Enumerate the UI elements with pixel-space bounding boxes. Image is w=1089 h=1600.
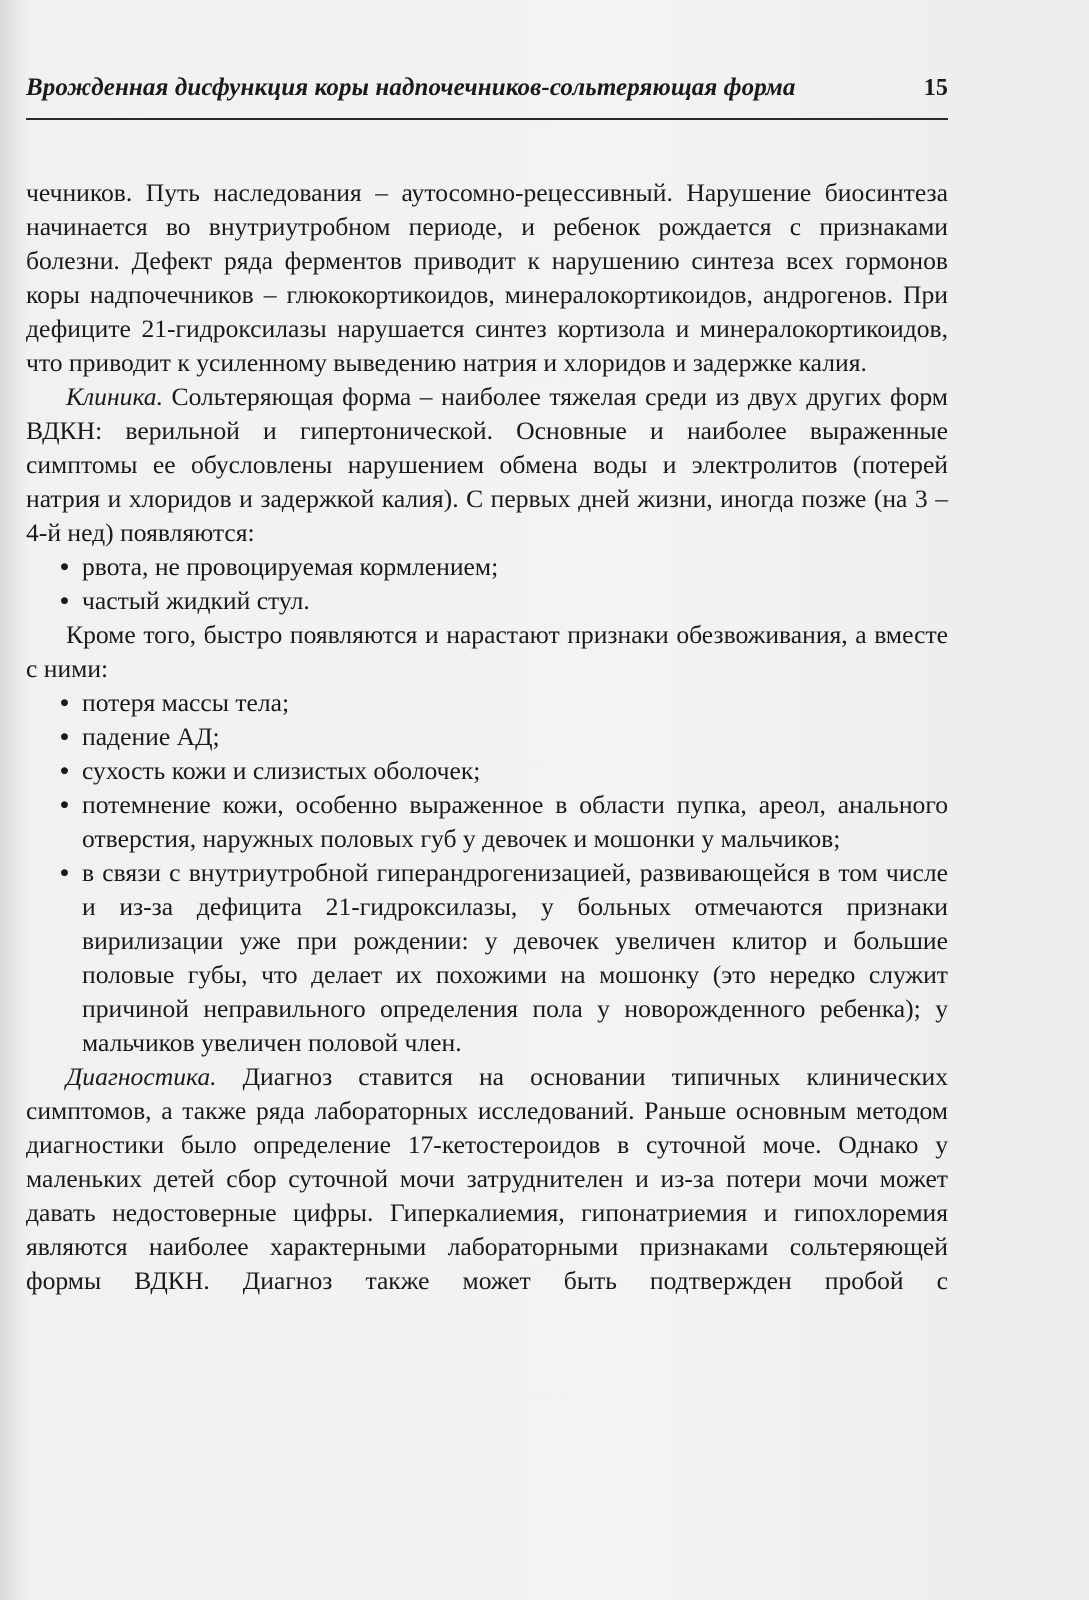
bullet-icon: • xyxy=(60,552,69,581)
bullet-icon: • xyxy=(60,858,69,887)
list-item: • потемнение кожи, особенно выраженное в области пупка, ареол, анального отверстия, наружных половых губ у девочек и мошонки у мальчиков; xyxy=(60,790,948,853)
header-rule xyxy=(26,118,948,120)
paragraph-diagnostics xyxy=(26,1060,948,1298)
bullet-icon: • xyxy=(60,756,69,785)
list-item: • в связи с внутриутробной гиперандрогенизацией, развивающейся в том числе и из-за дефицита 21-гидроксилазы, у больных отмечаются признаки вирилизации уже при рождении: у девочек увеличен клитор и большие половые губы, что делает их похожими на мошонку (это нередко служит причиной неправильного определения пола у новорожденного ребенка); у мальчиков увеличен половой член. xyxy=(60,858,948,1057)
bullet-icon: • xyxy=(60,722,69,751)
bullet-icon: • xyxy=(60,688,69,717)
header-title: Врожденная дисфункция коры надпочечников-сольтеряющая форма xyxy=(26,74,796,101)
diagnostics-text: Диагноз ставится на основании типичных клинических симптомов, а также ряда лабораторных исследований. Раньше основным методом диагностики было определение 17-кетостероидов в суточной моче. Однако у маленьких детей сбор суточной мочи затруднителен и из-за потери мочи может давать недостоверные цифры. Гиперкалиемия, гипонатриемия и гипохлоремия являются наиболее характерными лабораторными признаками сольтеряющей формы ВДКН. Диагноз также может быть подтвержден пробой с xyxy=(26,1062,948,1295)
list-item: • падение АД; xyxy=(26,720,948,754)
clinic-text: Сольтеряющая форма – наиболее тяжелая среди из двух других форм ВДКН: верильной и гипертонической. Основные и наиболее выраженные симптомы ее обусловлены нарушением обмена воды и электролитов (потерей натрия и хлоридов и задержкой калия). С первых дней жизни, иногда позже (на 3 – 4-й нед) появляются: xyxy=(26,382,948,547)
list-item: • рвота, не провоцируемая кормлением; xyxy=(26,550,948,584)
paragraph-dehydration: Кроме того, быстро появляются и нарастают признаки обезвоживания, а вместе с ними: xyxy=(26,620,948,683)
page-number: 15 xyxy=(923,75,948,101)
bullet-icon: • xyxy=(60,586,69,615)
diagnostics-heading: Диагностика. xyxy=(66,1062,217,1091)
list-item: • сухость кожи и слизистых оболочек; xyxy=(26,754,948,788)
clinic-heading: Клиника. xyxy=(66,382,163,411)
symptom-list-2 xyxy=(26,686,948,1060)
paragraph-clinic xyxy=(26,380,948,550)
list-item: • потеря массы тела; xyxy=(26,686,948,720)
running-header xyxy=(26,74,948,102)
list-item: • частый жидкий стул. xyxy=(26,584,948,618)
page-body xyxy=(26,176,948,1298)
paragraph-intro: чечников. Путь наследования – аутосомно-рецессивный. Нарушение биосинтеза начинается во внутриутробном периоде, и ребенок рождается с признаками болезни. Дефект ряда ферментов приводит к нарушению синтеза всех гормонов коры надпочечников – глюкокортикоидов, минералокортикоидов, андрогенов. При дефиците 21-гидроксилазы нарушается синтез кортизола и минералокортикоидов, что приводит к усиленному выведению натрия и хлоридов и задержке калия. xyxy=(26,178,948,377)
symptom-list-1 xyxy=(26,550,948,618)
bullet-icon: • xyxy=(60,790,69,819)
